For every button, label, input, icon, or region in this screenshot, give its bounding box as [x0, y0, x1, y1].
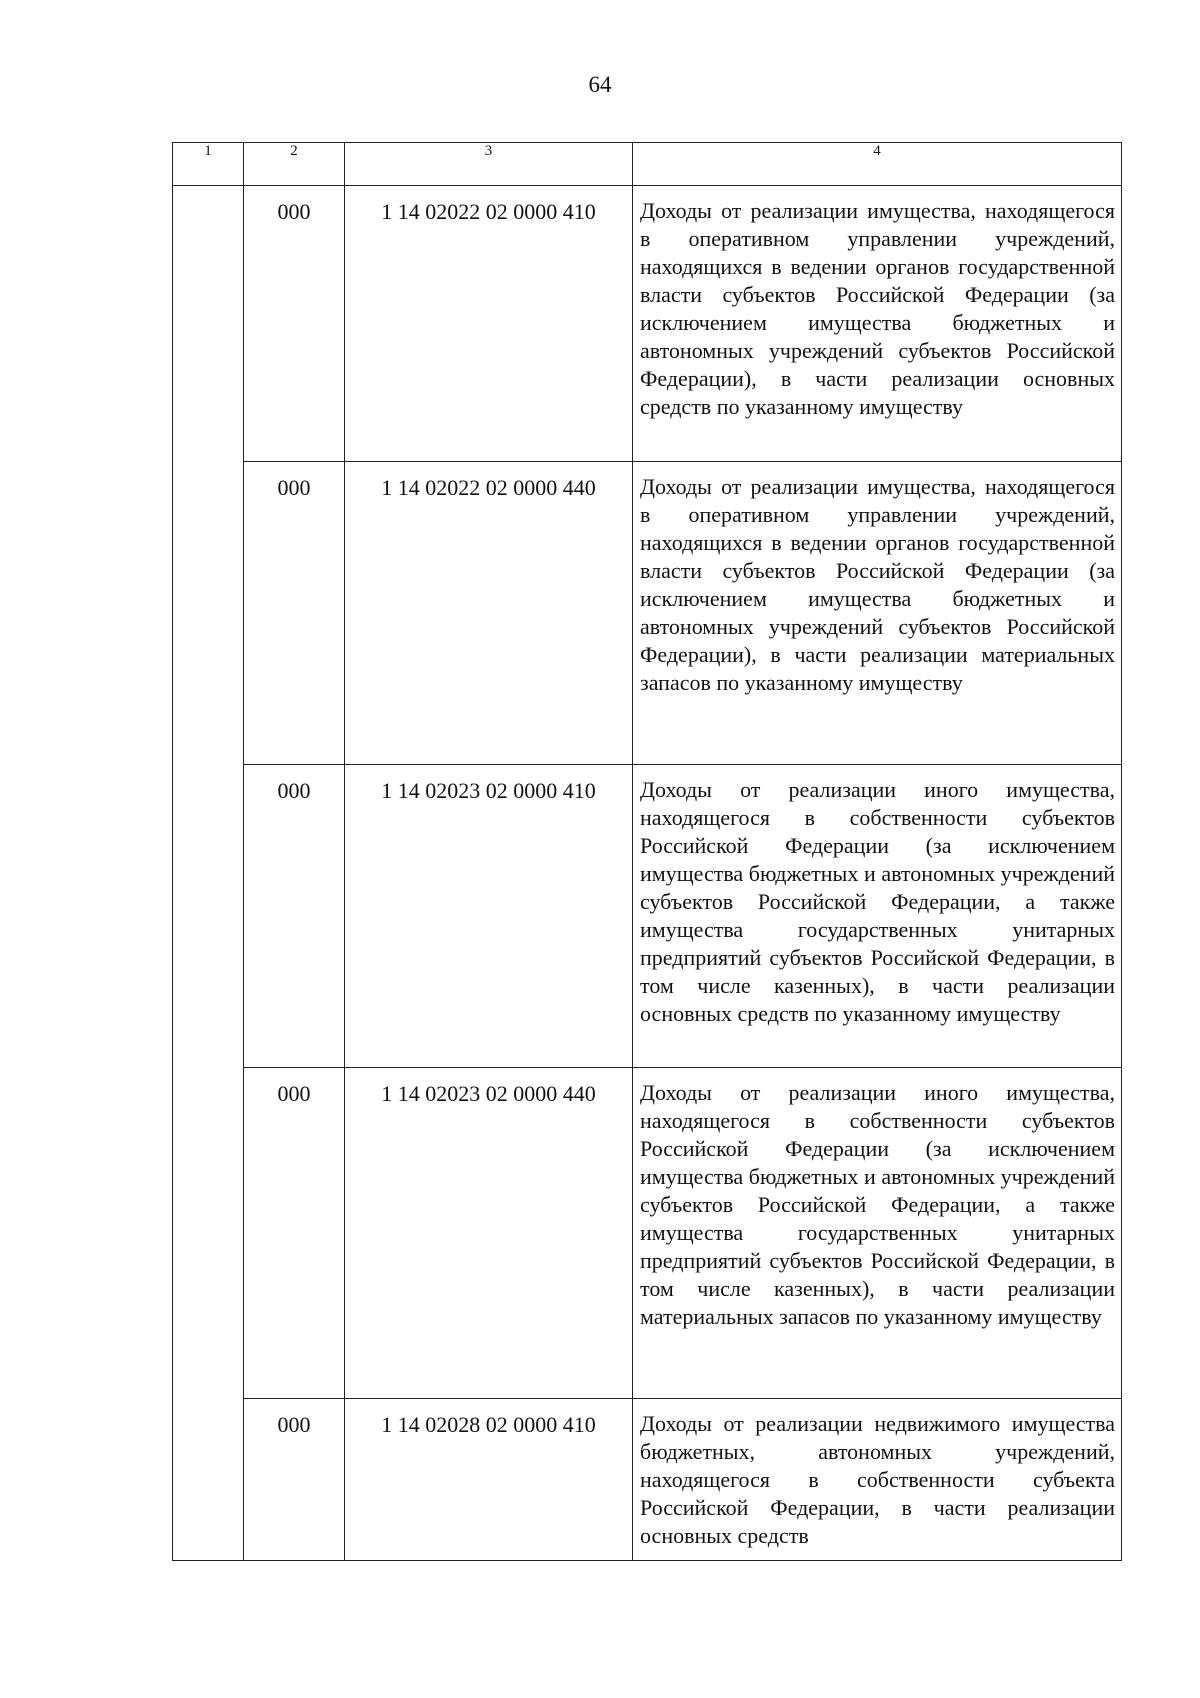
- description-cell: Доходы от реализации имущества, находящегося в оперативном управлении учреждений, находящихся в ведении органов государственной власти субъектов Российской Федерации (за исключением имущества бюджетных и автономных учреждений субъектов Российской Федерации), в части реализации основных средств по указанному имуществу: [633, 186, 1122, 462]
- revenue-code-cell: 1 14 02023 02 0000 410: [345, 765, 633, 1068]
- description-cell: Доходы от реализации иного имущества, находящегося в собственности субъектов Российской Федерации (за исключением имущества бюджетных и автономных учреждений субъектов Российской Федерации, а также имущества государственных унитарных предприятий субъектов Российской Федерации, в том числе казенных), в части реализации материальных запасов по указанному имуществу: [633, 1068, 1122, 1399]
- revenue-code-cell: 1 14 02022 02 0000 410: [345, 186, 633, 462]
- column-header-3: 3: [345, 143, 633, 186]
- column-header-4: 4: [633, 143, 1122, 186]
- table-header-row: [173, 143, 1122, 186]
- column-header-1: 1: [173, 143, 244, 186]
- budget-revenue-table: [172, 142, 1122, 1561]
- group-cell: [173, 186, 244, 1561]
- page-number: 64: [588, 72, 612, 97]
- table-row: [173, 186, 1122, 462]
- revenue-code-cell: 1 14 02028 02 0000 410: [345, 1399, 633, 1561]
- table-row: [173, 1399, 1122, 1561]
- description-cell: Доходы от реализации имущества, находящегося в оперативном управлении учреждений, находящихся в ведении органов государственной власти субъектов Российской Федерации (за исключением имущества бюджетных и автономных учреждений субъектов Российской Федерации), в части реализации материальных запасов по указанному имуществу: [633, 462, 1122, 765]
- revenue-code-cell: 1 14 02022 02 0000 440: [345, 462, 633, 765]
- admin-code-cell: 000: [244, 462, 345, 765]
- admin-code-cell: 000: [244, 1068, 345, 1399]
- table-row: [173, 765, 1122, 1068]
- revenue-code-cell: 1 14 02023 02 0000 440: [345, 1068, 633, 1399]
- table-row: [173, 1068, 1122, 1399]
- admin-code-cell: 000: [244, 186, 345, 462]
- description-cell: Доходы от реализации недвижимого имущества бюджетных, автономных учреждений, находящегося в собственности субъекта Российской Федерации, в части реализации основных средств: [633, 1399, 1122, 1561]
- admin-code-cell: 000: [244, 765, 345, 1068]
- admin-code-cell: 000: [244, 1399, 345, 1561]
- column-header-2: 2: [244, 143, 345, 186]
- table-row: [173, 462, 1122, 765]
- description-cell: Доходы от реализации иного имущества, находящегося в собственности субъектов Российской Федерации (за исключением имущества бюджетных и автономных учреждений субъектов Российской Федерации, а также имущества государственных унитарных предприятий субъектов Российской Федерации, в том числе казенных), в части реализации основных средств по указанному имуществу: [633, 765, 1122, 1068]
